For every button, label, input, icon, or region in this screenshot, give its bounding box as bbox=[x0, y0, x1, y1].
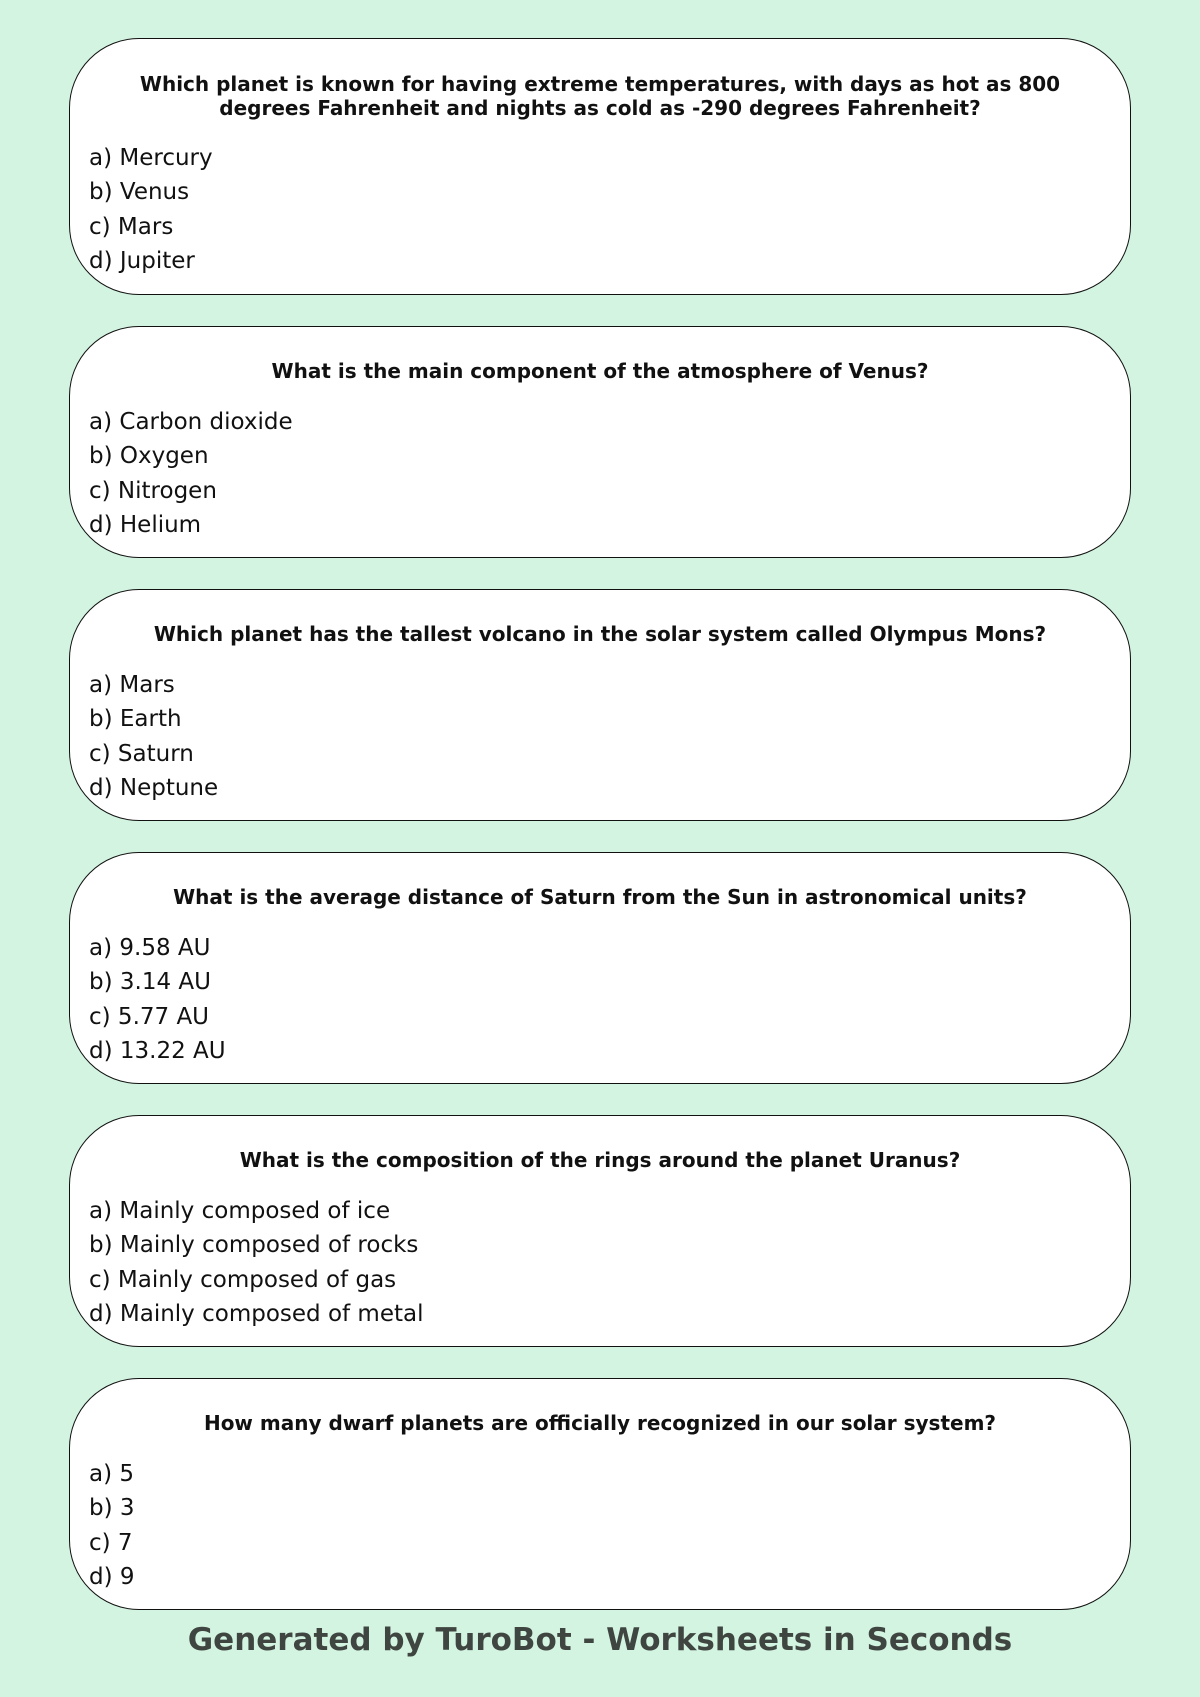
option-a: a) 9.58 AU bbox=[89, 935, 211, 961]
option-c: c) Saturn bbox=[89, 740, 194, 767]
options-list bbox=[89, 931, 226, 1069]
option-d: d) 9 bbox=[89, 1564, 135, 1591]
option-d: d) Neptune bbox=[89, 775, 219, 802]
option-b: b) Oxygen bbox=[89, 443, 209, 470]
option-a: a) Mercury bbox=[89, 145, 213, 171]
footer-credit: Generated by TuroBot - Worksheets in Seconds bbox=[187, 1622, 1013, 1658]
options-list bbox=[89, 668, 218, 806]
question-card-4 bbox=[69, 852, 1131, 1084]
option-d: d) 13.22 AU bbox=[89, 1038, 226, 1065]
option-a: a) Mars bbox=[89, 672, 175, 698]
option-b: b) Mainly composed of rocks bbox=[89, 1232, 419, 1259]
options-list bbox=[89, 1457, 135, 1595]
question-card-3 bbox=[69, 589, 1131, 821]
question-card-5 bbox=[69, 1115, 1131, 1347]
question-text: What is the average distance of Saturn from the Sun in astronomical units? bbox=[173, 885, 1027, 909]
option-a: a) Mainly composed of ice bbox=[89, 1198, 391, 1224]
question-text: How many dwarf planets are officially recognized in our solar system? bbox=[203, 1411, 997, 1435]
question-card-1 bbox=[69, 38, 1131, 295]
option-b: b) Venus bbox=[89, 179, 190, 206]
options-list bbox=[89, 1194, 423, 1332]
option-c: c) 5.77 AU bbox=[89, 1003, 210, 1030]
question-text: What is the main component of the atmosphere of Venus? bbox=[271, 359, 929, 383]
option-a: a) Carbon dioxide bbox=[89, 409, 293, 435]
option-a: a) 5 bbox=[89, 1461, 135, 1487]
option-c: c) 7 bbox=[89, 1529, 133, 1556]
options-list bbox=[89, 141, 213, 279]
option-c: c) Nitrogen bbox=[89, 477, 217, 504]
question-text: What is the composition of the rings around the planet Uranus? bbox=[239, 1148, 961, 1172]
option-c: c) Mainly composed of gas bbox=[89, 1266, 397, 1293]
option-d: d) Jupiter bbox=[89, 248, 195, 275]
question-card-6 bbox=[69, 1378, 1131, 1610]
question-text: Which planet is known for having extreme temperatures, with days as hot as 800 degrees Fahrenheit and nights as cold as -290 degrees Fahrenheit? bbox=[139, 72, 1061, 120]
option-b: b) 3 bbox=[89, 1495, 135, 1522]
options-list bbox=[89, 405, 293, 543]
option-b: b) 3.14 AU bbox=[89, 969, 211, 996]
option-b: b) Earth bbox=[89, 706, 182, 733]
question-card-2 bbox=[69, 326, 1131, 558]
option-d: d) Helium bbox=[89, 512, 202, 539]
option-c: c) Mars bbox=[89, 213, 174, 240]
question-text: Which planet has the tallest volcano in the solar system called Olympus Mons? bbox=[153, 622, 1047, 646]
option-d: d) Mainly composed of metal bbox=[89, 1301, 424, 1328]
